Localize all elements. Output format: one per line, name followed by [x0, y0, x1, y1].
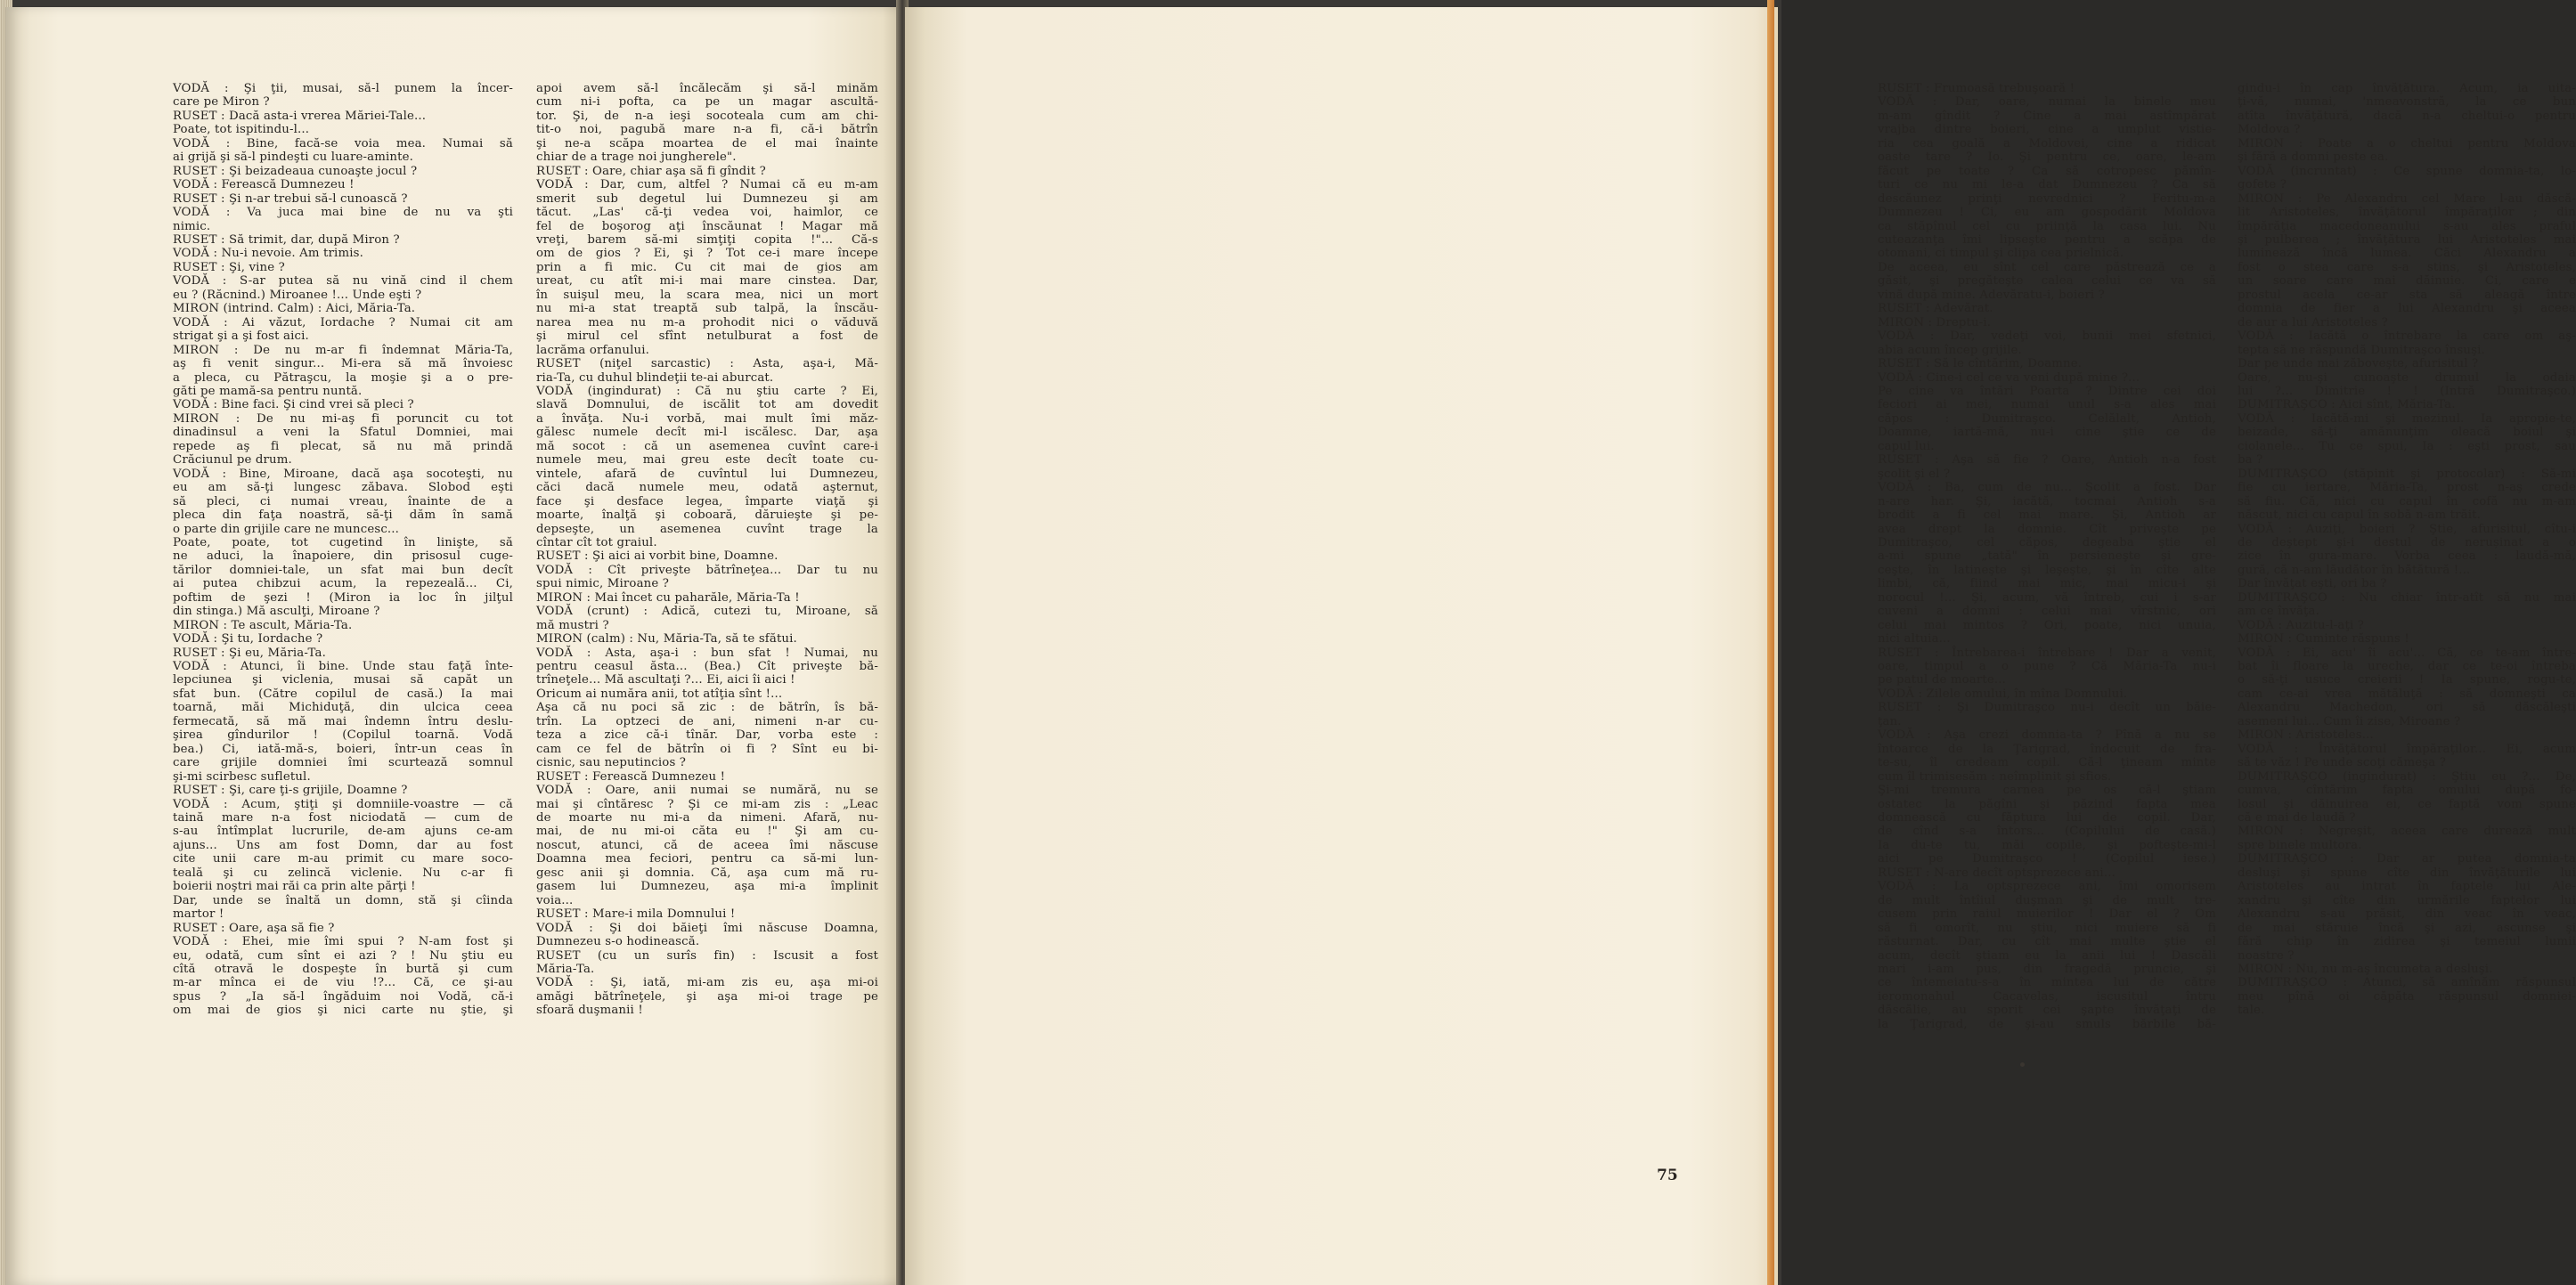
text-line: întoarce de la Ţarigrad, îndocuit de fra-	[1878, 742, 2216, 756]
text-line: o să-ţi usuce creierii ! Ia spune, rogu-te,	[2238, 673, 2576, 687]
text-line: ce întemeiatu-s-a în mintea lui de către	[1878, 976, 2216, 990]
text-line: ria-Ta, cu duhul blindeţii te-ai aburcat.	[536, 370, 774, 385]
text-line: VODĂ : Acum, ştiţi şi domniile-voastre — că	[173, 797, 513, 811]
text-line: am ce învăţa.	[2238, 605, 2320, 619]
text-line: teza a zice că-i tînăr. Dar, vorba este :	[536, 728, 878, 743]
text-line: cum îl trimisesăm : neîmplinit şi sfios.	[1878, 769, 2112, 784]
text-line: să pleci, ci numai vreau, înainte de a	[173, 494, 513, 508]
text-line: pe patul de moarte...	[1878, 673, 2006, 687]
text-line: de deştept şi-i destul de nerușinat a o	[2238, 535, 2576, 549]
text-line: poftim de şezi ! (Miron ia loc în jilţul	[173, 590, 513, 605]
text-line: Ia du-te tu, măi copile, şi pofteşte-mi-l	[1878, 838, 2216, 852]
text-column-3	[1878, 82, 2216, 1031]
text-line: RUSET : Şi, vine ?	[173, 260, 285, 274]
text-line: găti pe mamă-sa pentru nuntă.	[173, 384, 363, 398]
text-line: Dumitraşco, cel căpos, degeaba ştie el	[1878, 535, 2216, 549]
text-line: VODĂ : Auziţi, boieri ? Ştie, afurisitul, cîtu-i	[2238, 522, 2576, 536]
text-line: toarnă, măi Michiduţă, din ulcica ceea	[173, 701, 513, 715]
text-line: tărilor domniei-tale, un sfat mai bun decît	[173, 563, 513, 577]
text-column-2	[536, 82, 878, 1018]
text-line: fost o stea care s-a stins, şi Aristoteles,	[2238, 260, 2576, 274]
text-line: MIRON : De nu m-ar fi îndemnat Măria-Ta,	[173, 343, 513, 357]
text-line: VODĂ : Cît priveşte bătrîneţea... Dar tu nu	[536, 563, 878, 577]
text-line: VODĂ : Va juca mai bine de nu va şti	[173, 206, 513, 220]
text-line: VODĂ : Zilele omului, în mîna Domnului.	[1878, 687, 2128, 701]
text-line: gură, că n-am lăudător în bătătură !...	[2238, 563, 2471, 577]
text-line: turi ce nu mi le-a dat Dumnezeu ? Ca să	[1878, 178, 2216, 192]
text-line: spus ? „Ia să-l îngăduim noi Vodă, că-i	[173, 989, 513, 1004]
text-line: RUSET : Să trimit, dar, după Miron ?	[173, 232, 400, 247]
text-line: cîtă otravă le dospeşte în burtă şi cum	[173, 963, 513, 976]
text-line: MIRON : Cuminte răspuns !	[2238, 632, 2409, 647]
text-line: să fi omorît, nu ştiu, nici muiere să fi	[1878, 921, 2216, 935]
text-line: Dar învăţat eşti, ori ba ?	[2238, 577, 2387, 591]
text-line: RUSET : Dacă asta-i vrerea Măriei-Tale...	[173, 109, 427, 123]
text-line: VODĂ : Şi, iată, mi-am zis eu, aşa mi-oi	[536, 976, 878, 990]
left-page	[5, 7, 900, 1285]
text-line: şi pulberea ; învăţătura lui Aristoteles mai	[2238, 232, 2576, 247]
text-line: MIRON (calm) : Nu, Măria-Ta, să te sfătui.	[536, 632, 797, 647]
text-line: la Ţarigrad, de şi-au smuls bărbile bă-	[1878, 1017, 2216, 1031]
text-line: cîntar cît tot graiul.	[536, 535, 657, 549]
text-line: ţan.	[1878, 714, 1902, 728]
text-line: avea drept la domnie. Cît priveşte pe	[1878, 522, 2216, 536]
text-line: Alexandru Machedon, ori să dăscăleşti	[2238, 701, 2576, 715]
text-line: prostul acela ce-ar sta să aleagă între	[2238, 288, 2576, 302]
text-line: făcut pe toate ? Ca să cotropesc pămîn-	[1878, 164, 2216, 178]
text-line: aş fi venit singur... Mi-era să mă învoiesc	[173, 357, 513, 371]
text-line: RUSET : Adevărat.	[1878, 302, 1993, 316]
text-line: gălesc numele decît mi-l iscălesc. Dar, aşa	[536, 426, 878, 440]
text-line: xandru şi cîte din urmările faptelor lui	[2238, 893, 2576, 907]
text-line: căci dacă numele meu, odată aşternut,	[536, 481, 878, 495]
text-line: gasem lui Dumnezeu, aşa mi-a împlinit	[536, 880, 878, 894]
text-line: născut, nici cu capul în sobă n-am trăit.	[2238, 508, 2481, 523]
text-line: MIRON : Negreşit, aceea care durează mult	[2238, 825, 2576, 839]
text-line: mari i-am pus, din fragedă pruncie, şi	[1878, 963, 2216, 976]
text-line: aici pe Dumitraşco ! (Copilul iese.)	[1878, 852, 2216, 866]
text-line: ria cea goală a Moldovei, cine a ridicat	[1878, 136, 2216, 150]
text-line: tale.	[2238, 1004, 2265, 1018]
text-line: nici altuia...	[1878, 632, 1951, 647]
text-line: feciori ai mei, numai unul s-a ales mai	[1878, 398, 2216, 412]
text-line: abia acum încep grijile.	[1878, 343, 2022, 357]
text-line: VODĂ : Şi tu, Iordache ?	[173, 632, 323, 647]
text-line: VODĂ : Atunci, îi bine. Unde stau faţă înte-	[173, 660, 513, 674]
text-line: DUMITRAŞCO : Atunci, să amînăm răspunsul	[2238, 976, 2576, 990]
text-line: vintele, afară de cuvîntul lui Dumnezeu,	[536, 467, 878, 481]
text-line: VODĂ : Ferească Dumnezeu !	[173, 178, 355, 192]
text-line: VODĂ : Bine faci. Şi cind vrei să pleci ?	[173, 398, 414, 412]
text-line: care grijile domniei îmi scurtează somnul	[173, 756, 513, 770]
text-line: ieromonahul Cacavelas, iscusitul întru	[1878, 989, 2216, 1004]
text-line: cam ce-ai vrea mătăluţă : să domneşti ca	[2238, 687, 2576, 701]
text-line: moarte, înalţă şi coboară, dăruieşte şi pe-	[536, 508, 878, 523]
text-line: care pe Miron ?	[173, 95, 270, 110]
text-line: cisnic, sau neputincios ?	[536, 756, 687, 770]
right-page	[905, 7, 2576, 1285]
text-line: eu am să-ţi lungesc zăbava. Slobod eşti	[173, 481, 513, 495]
text-line: VODĂ : Iacătă o întrebare la care om aş-	[2238, 329, 2576, 344]
text-line: norocul !... Şi, acum, vă întreb, cui i s-ar	[1878, 590, 2216, 605]
text-line: Alexandru s-au prăsit, din veac în veac,	[2238, 907, 2576, 922]
text-line: ai putea chibzui acum, la repezeală... Ci,	[173, 577, 513, 591]
text-line: RUSET : Întrebarea-i întrebare ! Dar a venit,	[1878, 646, 2216, 660]
ink-dot	[2020, 1062, 2025, 1067]
text-line: fără chip în zidirea şi temeiul lumii	[2238, 935, 2576, 949]
text-line: nimic.	[173, 219, 211, 233]
text-line: Moldova ?	[2238, 123, 2301, 137]
text-line: cuteazanţa îmi lipseşte pentru a scăpa de	[1878, 232, 2216, 247]
text-line: ca stăpînul cel cu priinţă la casa lui. Nu	[1878, 219, 2216, 233]
text-line: m-am gîndit ? Cine a mai astîmpărat	[1878, 109, 2216, 123]
text-line: Dumnezeu s-o hodinească.	[536, 935, 700, 949]
text-line: taină mare n-a fost niciodată — cum de	[173, 811, 513, 825]
text-line: otomani, ci timpul şi clipa cea prielnică.	[1878, 247, 2124, 261]
text-line: Crăciunul pe drum.	[173, 453, 292, 468]
text-line: MIRON : Te ascult, Măria-Ta.	[173, 618, 353, 632]
text-line: din stinga.) Mă asculţi, Miroane ?	[173, 605, 380, 619]
text-line: cuveni a domni : celui mai vîrstnic, ori	[1878, 605, 2216, 619]
text-line: VODĂ : Dar, cum, altfel ? Numai că eu m-am	[536, 178, 878, 192]
text-line: zice în gura-mare. Vorba ceea : laudă-mă,	[2238, 549, 2576, 564]
text-line: RUSET (cu un surîs fin) : Iscusit a fost	[536, 948, 878, 963]
text-line: om de gios ? Ei, şi ? Tot ce-i mare începe	[536, 247, 878, 261]
text-line: spui nimic, Miroane ?	[536, 577, 670, 591]
text-line: Pe cine va întări Poarta ? Dintre cei doi	[1878, 384, 2216, 398]
text-column-4	[2238, 82, 2576, 1018]
text-line: VODĂ : Dar, oare, numai la binele meu	[1878, 95, 2216, 110]
text-line: repede aş fi plecat, să nu mă prindă	[173, 439, 513, 453]
text-line: Poate, tot ispitindu-l...	[173, 123, 310, 137]
text-line: VODĂ : Asta, aşa-i : bun sfat ! Numai, nu	[536, 646, 878, 660]
text-line: amăgi bătrîneţele, şi aşa mi-oi trage pe	[536, 989, 878, 1004]
text-line: meu pînă oi căpăta răspunsul domniei-	[2238, 989, 2576, 1004]
text-line: MIRON : Nu, nu m-aş încumeta a desluşi.	[2238, 963, 2493, 976]
text-line: RUSET : Şi n-ar trebui să-l cunoască ?	[173, 191, 408, 206]
text-line: descăunez prinţi nevrednici ? Feritu-m-a	[1878, 191, 2216, 206]
text-line: ba ?	[2238, 453, 2263, 468]
text-line: de aur a lui Aristoteles ?	[2238, 315, 2388, 329]
text-line: şirea gîndurilor ! (Copilul toarnă. Vodă	[173, 728, 513, 743]
text-line: să te văz ! Pe unde scoţi cămeşa ?	[2238, 756, 2446, 770]
text-line: strigat şi a şi fost aici.	[173, 329, 309, 344]
text-line: trîn. La optzeci de ani, nimeni n-ar cu-	[536, 714, 878, 728]
text-line: domnească cu făptura lui de copil. Dar,	[1878, 811, 2216, 825]
text-line: RUSET : Şi, care ţi-s grijile, Doamne ?	[173, 784, 408, 798]
text-line: cum ni-i pofta, ca pe un magar ascultă-	[536, 95, 878, 110]
text-line: de mai stăruie încă şi azi, ascunse şi	[2238, 921, 2576, 935]
text-line: acum, decît ştiam eu la anii lui ! Dascăli	[1878, 948, 2216, 963]
text-line: pleca din faţa noastră, să-ţi dăm în samă	[173, 508, 513, 523]
text-line: De aceea, eu sînt cel care păstrează ce a	[1878, 260, 2216, 274]
text-line: răsturnat. Dar, cu cît mai multe ştie el	[1878, 935, 2216, 949]
text-line: atîta învăţătură, dacă n-a cheltui-o pentru	[2238, 109, 2576, 123]
text-line: a pleca, cu Pătraşcu, la moşie şi a o pre-	[173, 370, 513, 385]
text-line: Oricum ai număra anii, tot atîţia sînt !...	[536, 687, 783, 701]
text-line: RUSET : Aşa să fie ? Oare, Antioh n-a fost	[1878, 453, 2216, 468]
text-line: ostatec la păgîni şi păzind fapta mea	[1878, 797, 2216, 811]
text-line: slavă Domnului, de iscălit tot am dovedit	[536, 398, 878, 412]
text-line: boierii noştri mai răi ca prin alte părţi !	[173, 880, 416, 894]
text-line: te-su, îl credeam copil. Că-l ţineam minte	[1878, 756, 2216, 770]
text-line: VODĂ (crunt) : Adică, cutezi tu, Miroane, să	[536, 605, 878, 619]
text-line: Oare, nu-şi cunoaşte drumul la odaia	[2238, 370, 2576, 385]
text-line: voia...	[536, 893, 574, 907]
text-line: mai, de nu mi-oi căta eu !" Şi am cu-	[536, 825, 878, 839]
text-line: n-are har. Şi, iacătă, tocmai Antioh s-a	[1878, 494, 2216, 508]
text-line: dinadinsul a veni la Sfatul Domniei, mai	[173, 426, 513, 440]
text-line: face şi desface legea, împarte viaţă şi	[536, 494, 878, 508]
text-line: VODĂ : Bine, facă-se voia mea. Numai să	[173, 136, 513, 150]
text-line: VODĂ (incruntat) : Ce spune domnia-ta, lo-	[2238, 164, 2576, 178]
text-line: RUSET : Şi Dumitraşco nu-i decît un băie-	[1878, 701, 2216, 715]
text-line: tit-o noi, pagubă mare n-a fi, că-i bătrîn	[536, 123, 878, 137]
text-line: Dumnezeu ! Ci, eu am gospodărit Moldova	[1878, 206, 2216, 220]
text-line: luminează încă lumea. Căci Alexandru a	[2238, 247, 2576, 261]
text-line: Aşa că nu poci să zic : de bătrîn, îs bă-	[536, 701, 878, 715]
text-line: mă mustri ?	[536, 618, 609, 632]
page-edge-stripe	[1767, 0, 1774, 1285]
text-line: şcolit şi el ?	[1878, 467, 1951, 481]
text-line: Dar, unde se înaltă un domn, stă şi cîinda	[173, 893, 513, 907]
text-line: DUMITRAŞCO (ingindurat) : Ştiu eu ?... De,	[2238, 769, 2576, 784]
text-line: RUSET (niţel sarcastic) : Asta, aşa-i, Mă-	[536, 357, 878, 371]
text-line: lit Aristoteles, învăţătorul împăraţilor ; din	[2238, 206, 2576, 220]
text-line: a învăţa. Nu-i vorbă, mai mult îmi măz-	[536, 411, 878, 426]
text-line: şi-mi scirbesc sufletul.	[173, 769, 311, 784]
text-line: noastre ?	[2238, 948, 2295, 963]
text-line: tepta să ne răspundă Dumitraşco însuşi.	[2238, 343, 2485, 357]
text-line: VODĂ : Dar, vedeţi voi, bunii mei sfetnici,	[1878, 329, 2216, 344]
text-line: gesc anii şi domnia. Că, aşa cum mă ru-	[536, 866, 878, 880]
text-line: MIRON : Dreptu-i.	[1878, 315, 1992, 329]
text-line: ceşte, în latineşte şi leşeşte, şi în cîte alte	[1878, 563, 2216, 577]
text-line: numele meu, mai greu este decît toate cu-	[536, 453, 878, 468]
text-line: smerit sub degetul lui Dumnezeu şi am	[536, 191, 878, 206]
text-line: de cînd s-a întors... (Copilului de casă.)	[1878, 825, 2216, 839]
text-line: pentru ceasul ăsta... (Bea.) Cît priveşte bă-	[536, 660, 878, 674]
text-line: vreţi, barem să-mi simţiţi copita !"... Că-s	[536, 232, 878, 247]
text-line: chiar de a trage noi jungherele".	[536, 150, 737, 165]
text-line: VODĂ : Iacătă-mi şi mezinul. Ia apropie-te,	[2238, 411, 2576, 426]
text-line: şi ne-a scăpa moartea de el mai înainte	[536, 136, 878, 150]
text-line: DUMITRAŞCO : Aici sînt, Măria-Ta.	[2238, 398, 2456, 412]
text-line: cusem prin raiul muierilor ! Dar el ? Om	[1878, 907, 2216, 922]
text-line: fel de boşorog aţi înscăunat ! Magar mă	[536, 219, 878, 233]
text-line: bat îi floare la ureche, dar ce te-oi întreba	[2238, 660, 2576, 674]
text-line: că e mai de laudă ?	[2238, 811, 2356, 825]
text-line: împărăţia macedoneanului s-au ales praful	[2238, 219, 2576, 233]
text-line: un soare care mai dăinuie. Ci, care e	[2238, 274, 2576, 289]
text-line: mă socot : că un asemenea cuvînt care-i	[536, 439, 878, 453]
text-line: desluşi şi spune cîte din învăţăturile lui	[2238, 866, 2576, 880]
text-line: cumva, cîntărim fapta omului după fo-	[2238, 784, 2576, 798]
text-line: VODĂ : Aşa crezi domnia-ta ? Pînă a nu se	[1878, 728, 2216, 743]
text-line: MIRON : De nu mi-aş fi poruncit cu tot	[173, 411, 513, 426]
text-line: lepciunea şi viclenia, musai să capăt un	[173, 673, 513, 687]
text-line: losul şi dăinuirea ei, ce faptă vom spune	[2238, 797, 2576, 811]
text-line: RUSET : N-are decît optsprezece ani...	[1878, 866, 2115, 880]
text-line: ne aduci, la înapoiere, din prisosul cuge-	[173, 549, 513, 564]
text-line: Şi-mi tremura carnea pe os că-l ştiam	[1878, 784, 2216, 798]
text-line: om mai de gios şi nici carte nu ştie, şi	[173, 1004, 513, 1018]
text-column-1	[173, 82, 513, 1018]
text-line: prin a fi mic. Cu cit mai de gios am	[536, 260, 878, 274]
text-line: vină după mine. Adevăratu-i, boieri ?	[1878, 288, 2105, 302]
text-line: dăscălie, au sporit cei şapte învăţaţi de	[1878, 1004, 2216, 1018]
text-line: VODĂ : La optsprezece ani, îmi omorisem	[1878, 880, 2216, 894]
text-line: Dar pe unde mai zăboveşte, afurisitul ?	[2238, 357, 2479, 371]
text-line: o parte din grijile care ne muncesc...	[173, 522, 400, 536]
text-line: fermecată, să mă mai îndemn întru deslu-	[173, 714, 513, 728]
text-line: oare, timpul a o pune ? Că Măria-Ta nu-i	[1878, 660, 2216, 674]
text-line: şi mirul cel sfînt netulburat a fost de	[536, 329, 878, 344]
text-line: ciolanele... Tu ce spui, Ia : eşti prost, sau	[2238, 439, 2576, 453]
text-line: în suişul meu, la scara mea, nici un mort	[536, 288, 878, 302]
text-line: ţi-vă, numai, 'nmeavonstră, la ce bun	[2238, 95, 2576, 110]
text-line: mai şi cîntăresc ? Şi ce mi-am zis : „Leac	[536, 797, 878, 811]
text-line: beizade, să-ţi amănunţim oleacă boiul şi	[2238, 426, 2576, 440]
text-line: eu, odată, cum sînt ei azi ? ! Nu ştiu eu	[173, 948, 513, 963]
text-line: lui ?... Dimitrie ! ! (Intră Dumitraşco.)	[2238, 384, 2576, 398]
text-line: VODĂ : Oare, anii numai se numără, nu se	[536, 784, 878, 798]
text-line: narea mea nu m-a prohodit nici o văduvă	[536, 315, 878, 329]
text-line: brodit a fi cel mai mare. Şi, Antioh ar	[1878, 508, 2216, 523]
text-line: ai grijă şi să-l pindeşti cu luare-aminte.	[173, 150, 413, 165]
text-line: să fiu. Că, nici cu capul în cofă nu m-am	[2238, 494, 2576, 508]
text-line: eu ? (Răcnind.) Miroanee !... Unde eşti ?	[173, 288, 422, 302]
text-line: Poate, poate, tot cugetind în linişte, să	[173, 535, 513, 549]
text-line: apoi avem să-l încălecăm şi să-l minăm	[536, 82, 878, 95]
text-line: DUMITRAŞCO : Dar ar putea domnia-ta	[2238, 852, 2576, 866]
text-line: cite unii care m-au primit cu mare soco-	[173, 852, 513, 866]
text-line: domnia de fier a lui Alexandru şi aceea	[2238, 302, 2576, 316]
text-line: RUSET : Mare-i mila Domnului !	[536, 907, 736, 922]
text-line: de mult întîiul duşman şi de mult tre-	[1878, 893, 2216, 907]
text-line: VODĂ : Ehei, mie îmi spui ? N-am fost şi	[173, 935, 513, 949]
text-line: capul lui.	[1878, 439, 1935, 453]
text-line: a-mi spune „tată" în persieneşte şi gre-	[1878, 549, 2216, 564]
text-line: sfat bun. (Către copilul de casă.) Ia mai	[173, 687, 513, 701]
text-line: RUSET : Oare, chiar aşa să fi gîndit ?	[536, 164, 766, 178]
text-line: RUSET : Ferească Dumnezeu !	[536, 769, 726, 784]
text-line: depseşte, un asemenea cuvînt trage la	[536, 522, 878, 536]
text-line: VODĂ : Ai văzut, Iordache ? Numai cit am	[173, 315, 513, 329]
text-line: MIRON : Aristoteles...	[2238, 728, 2374, 743]
text-line: VODĂ : Ba, cum de nu... Şcolit a fost. Dar	[1878, 481, 2216, 495]
text-line: Doamna mea feciori, pentru ca să-mi lun-	[536, 852, 878, 866]
text-line: RUSET : Oare, aşa să fie ?	[173, 921, 335, 935]
text-line: lacrăma orfanului.	[536, 343, 650, 357]
text-line: VODĂ (ingindurat) : Că nu ştiu carte ? Ei,	[536, 384, 878, 398]
text-line: MIRON : Poate a o cheltui pentru Moldova	[2238, 136, 2576, 150]
text-line: cam ce fel de bătrîn oi fi ? Sînt eu bi-	[536, 742, 878, 756]
text-line: sfoară duşmanii !	[536, 1004, 643, 1018]
text-line: găsit, şi pregăteşte calea celui ce va să	[1878, 274, 2216, 289]
text-line: trîneţele... Mă ascultaţi ?... Ei, aici îi aici !	[536, 673, 795, 687]
text-line: VODĂ : Bine, Miroane, dacă aşa socoteşti, nu	[173, 467, 513, 481]
text-line: nu mi-a stat treaptă sub talpă, la înscău-	[536, 302, 878, 316]
text-line: VODĂ : Şi ţii, musai, să-l punem la încer-	[173, 82, 513, 95]
text-line: RUSET : Frumoasă trebuşoară !	[1878, 82, 2075, 95]
text-line: DUMITRAŞCO (stăpinit şi protocolar) : Să-mi	[2238, 467, 2576, 481]
text-line: MIRON : Mai încet cu paharăle, Măria-Ta !	[536, 590, 800, 605]
text-line: MIRON : Pe Alexandru cel Mare l-au dăscă-	[2238, 191, 2576, 206]
text-line: VODĂ : Auzitu-l-aţi ?	[2238, 618, 2365, 632]
text-line: VODĂ : Învăţătorul împăraţilor... Ei, acum	[2238, 742, 2576, 756]
text-line: VODĂ : Şi doi băieţi îmi născuse Doamna,	[536, 921, 878, 935]
text-line: gofete ?	[2238, 178, 2287, 192]
text-line: limbi, că, fiind mai mic, mai micu-i şi	[1878, 577, 2216, 591]
text-line: ureat, cu atît mi-i mai mare cinstea. Dar,	[536, 274, 878, 289]
text-line: tor. Şi, de n-a ieşi socoteala cum am chi-	[536, 109, 878, 123]
text-line: noscut, atunci, că de aceea îmi născuse	[536, 838, 878, 852]
text-line: teală şi cu zelincă viclenie. Nu c-ar fi	[173, 866, 513, 880]
text-line: VODĂ : Nu-i nevoie. Am trimis.	[173, 247, 363, 261]
text-line: VODĂ : Ei, acu' îi acu'... Că, ce te-am între-	[2238, 646, 2576, 660]
text-line: vrajba dintre boieri, cine a umplut vistie-	[1878, 123, 2216, 137]
text-line: RUSET : Şi beizadeaua cunoaşte jocul ?	[173, 164, 418, 178]
text-line: MIRON (intrind. Calm) : Aici, Măria-Ta.	[173, 302, 416, 316]
text-line: DUMITRAŞCO : Nu chiar într-atît să nu mai	[2238, 590, 2576, 605]
text-line: m-ar mînca ei de viu !?... Că, ce şi-au	[173, 976, 513, 990]
text-line: RUSET : Şi aici ai vorbit bine, Doamne.	[536, 549, 779, 564]
text-line: Măria-Ta.	[536, 963, 595, 976]
text-line: şi fără a domni peste ea.	[2238, 150, 2389, 165]
text-line: spre binele multora.	[2238, 838, 2362, 852]
text-line: oaste tare ? Io. Şi pentru ce, oare, le-am	[1878, 150, 2216, 165]
text-line: de moarte nu mi-a da nimeni. Afară, nu-	[536, 811, 878, 825]
text-line: fie cu iertare, Măria-Ta, prost n-aş crede	[2238, 481, 2576, 495]
text-line: RUSET : Şi eu, Măria-Ta.	[173, 646, 326, 660]
text-line: Doamne, iartă-mă, nu-i cine ştie ce de	[1878, 426, 2216, 440]
text-line: bea.) Ci, iată-mă-s, boieri, într-un ceas în	[173, 742, 513, 756]
text-line: RUSET : Să le cîntărim, Doamne.	[1878, 357, 2083, 371]
text-line: ajuns... Uns am fost Domn, dar au fost	[173, 838, 513, 852]
text-line: VODĂ : Cine-i cel ce va veni după mine ?...	[1878, 370, 2140, 385]
text-line: s-au întîmplat lucrurile, de-am ajuns ce-am	[173, 825, 513, 839]
text-line: gindu-i în cap învăţătura. Acum, ia uita-	[2238, 82, 2576, 95]
page-number: 75	[1657, 1167, 1678, 1184]
text-line: Aristoteles au intrat în faptele lui Ale-	[2238, 880, 2576, 894]
text-line: celui mai mintos ? Ori, poate, nici unuia,	[1878, 618, 2216, 632]
text-line: căpos : Dumitraşco. Celălalt, Antioh,	[1878, 411, 2216, 426]
text-line: tăcut. „Las' că-ţi vedea voi, haimlor, ce	[536, 206, 878, 220]
text-line: martor !	[173, 907, 224, 922]
text-line: VODĂ : S-ar putea să nu vină cind il chem	[173, 274, 513, 289]
text-line: asemeni lui... Cum îi zise, Miroane ?	[2238, 714, 2461, 728]
